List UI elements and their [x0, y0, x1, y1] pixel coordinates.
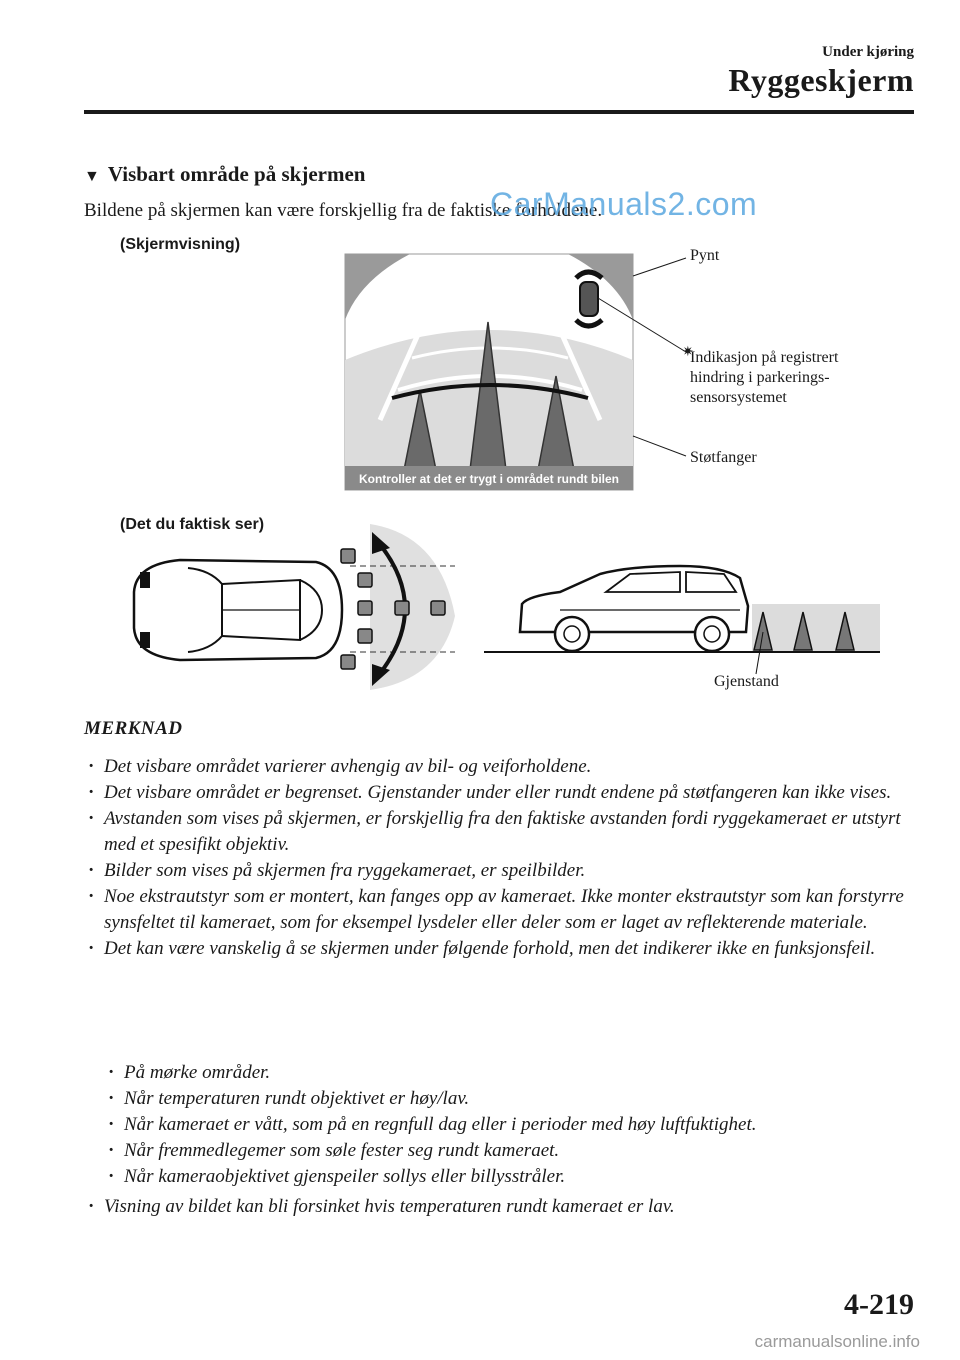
note-item: · Noe ekstrautstyr som er montert, kan fanges opp av kameraet. Ikke monter ekstrautstyr som kan forstyrre synsfeltet til kameraet, som for eksempel lysdeler eller deler som er laget av reflekterende materiale.	[84, 884, 914, 936]
note-title: MERKNAD	[84, 718, 183, 739]
note-sub-list	[104, 1060, 914, 1190]
watermark: CarManuals2.com	[490, 186, 758, 222]
note-item: · Det visbare området varierer avhengig av bil- og veiforholdene.	[84, 754, 914, 780]
page-title: Ryggeskjerm	[728, 62, 914, 98]
actual-figure-heading: (Det du faktisk ser)	[120, 516, 265, 533]
callout-bumper: Støtfanger	[690, 449, 757, 466]
note-sub-item: · På mørke områder.	[104, 1060, 914, 1086]
camera-screen	[345, 254, 633, 490]
top-view	[134, 524, 455, 690]
note-sub-item: · Når kameraobjektivet gjenspeiler sollys eller billysstråler.	[104, 1164, 914, 1190]
callout-indicator-3: sensorsystemet	[690, 389, 787, 406]
car-top-icon	[134, 560, 342, 660]
note-list	[84, 754, 914, 962]
note-sub-item: · Når fremmedlegemer som søle fester seg rundt kameraet.	[104, 1138, 914, 1164]
note-sub-item: · Når temperaturen rundt objektivet er høy/lav.	[104, 1086, 914, 1112]
chapter-label: Under kjøring	[822, 44, 914, 60]
note-item: · Avstanden som vises på skjermen, er forskjellig fra den faktiske avstanden fordi ryggekameraet er utstyrt med et spesifikt objektiv.	[84, 806, 914, 858]
screen-figure-heading: (Skjermvisning)	[120, 236, 241, 253]
object-label: Gjenstand	[714, 673, 779, 690]
car-side-icon	[520, 566, 748, 651]
screen-message: Kontroller at det er trygt i området rundt bilen	[358, 472, 620, 486]
section-title-text: Visbart område på skjermen	[107, 162, 366, 186]
callout-trim: Pynt	[690, 247, 720, 264]
callout-indicator-1: Indikasjon på registrert	[690, 349, 839, 366]
footer-watermark: carmanualsonline.info	[754, 1332, 920, 1351]
note-last-list	[84, 1194, 914, 1220]
sparkle-icon: ✷	[682, 345, 694, 360]
intro-text: Bildene på skjermen kan være forskjellig fra de faktiske forholdene.	[84, 200, 603, 221]
note-item: · Det kan være vanskelig å se skjermen under følgende forhold, men det indikerer ikke en funksjonsfeil.	[84, 936, 914, 962]
side-view	[484, 566, 880, 674]
page-number: 4-219	[844, 1288, 914, 1321]
callout-indicator-2: hindring i parkerings-	[690, 369, 830, 386]
note-item: · Visning av bildet kan bli forsinket hvis temperaturen rundt kameraet er lav.	[84, 1194, 914, 1220]
triangle-bullet-icon: ▼	[84, 168, 100, 185]
note-item: · Bilder som vises på skjermen fra ryggekameraet, er speilbilder.	[84, 858, 914, 884]
note-item: · Det visbare området er begrenset. Gjenstander under eller rundt endene på støtfangeren kan ikke vises.	[84, 780, 914, 806]
note-sub-item: · Når kameraet er vått, som på en regnfull dag eller i perioder med høy luftfuktighet.	[104, 1112, 914, 1138]
